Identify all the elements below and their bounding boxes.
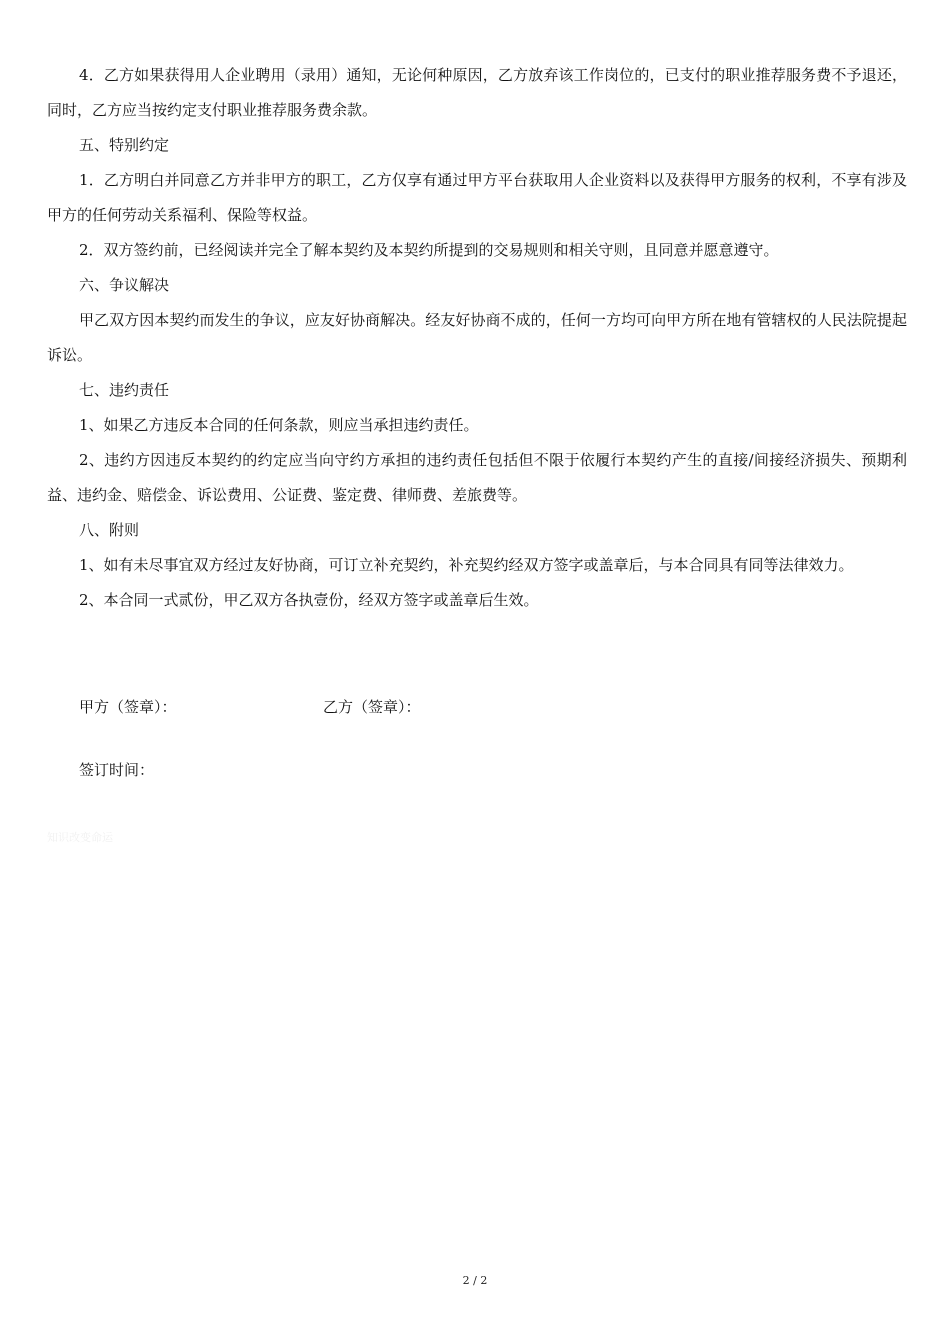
- supplementary-clause-1: 1、如有未尽事宜双方经过友好协商，可订立补充契约，补充契约经双方签字或盖章后，与本合同具有同等法律效力。: [79, 556, 854, 574]
- section-heading-special-terms: 五、特别约定: [79, 136, 170, 154]
- party-a-signature-label: 甲方（签章）：: [79, 698, 177, 716]
- page-number: 2 / 2: [462, 1274, 488, 1287]
- dispute-resolution-paragraph: 甲乙双方因本契约而发生的争议，应友好协商解决。经友好协商不成的，任何一方均可向甲方所在地有管辖权的人民法院提起诉讼。: [47, 311, 907, 364]
- section-heading-supplementary: 八、附则: [79, 521, 140, 539]
- signature-row: [47, 690, 907, 724]
- signature-block: [47, 690, 907, 787]
- special-terms-clause-2: 2．双方签约前，已经阅读并完全了解本契约及本契约所提到的交易规则和相关守则，且同意并愿意遵守。: [79, 241, 779, 259]
- party-b-signature-label: 乙方（签章）：: [323, 698, 421, 716]
- section-heading-dispute-resolution: 六、争议解决: [79, 276, 170, 294]
- watermark-text: 知识改变命运: [47, 831, 113, 844]
- breach-liability-clause-2: 2、违约方因违反本契约的约定应当向守约方承担的违约责任包括但不限于依履行本契约产生的直接/间接经济损失、预期利益、违约金、赔偿金、诉讼费用、公证费、鉴定费、律师费、差旅费等。: [47, 451, 907, 504]
- signing-date-label: 签订时间：: [79, 761, 155, 779]
- contract-body: [47, 58, 907, 618]
- special-terms-clause-1: 1．乙方明白并同意乙方并非甲方的职工，乙方仅享有通过甲方平台获取用人企业资料以及获得甲方服务的权利，不享有涉及甲方的任何劳动关系福利、保险等权益。: [47, 171, 907, 224]
- clause-4-paragraph: 4．乙方如果获得用人企业聘用（录用）通知，无论何种原因，乙方放弃该工作岗位的，已支付的职业推荐服务费不予退还，同时，乙方应当按约定支付职业推荐服务费余款。: [47, 66, 907, 119]
- section-heading-breach-liability: 七、违约责任: [79, 381, 170, 399]
- supplementary-clause-2: 2、本合同一式贰份，甲乙双方各执壹份，经双方签字或盖章后生效。: [79, 591, 539, 609]
- breach-liability-clause-1: 1、如果乙方违反本合同的任何条款，则应当承担违约责任。: [79, 416, 479, 434]
